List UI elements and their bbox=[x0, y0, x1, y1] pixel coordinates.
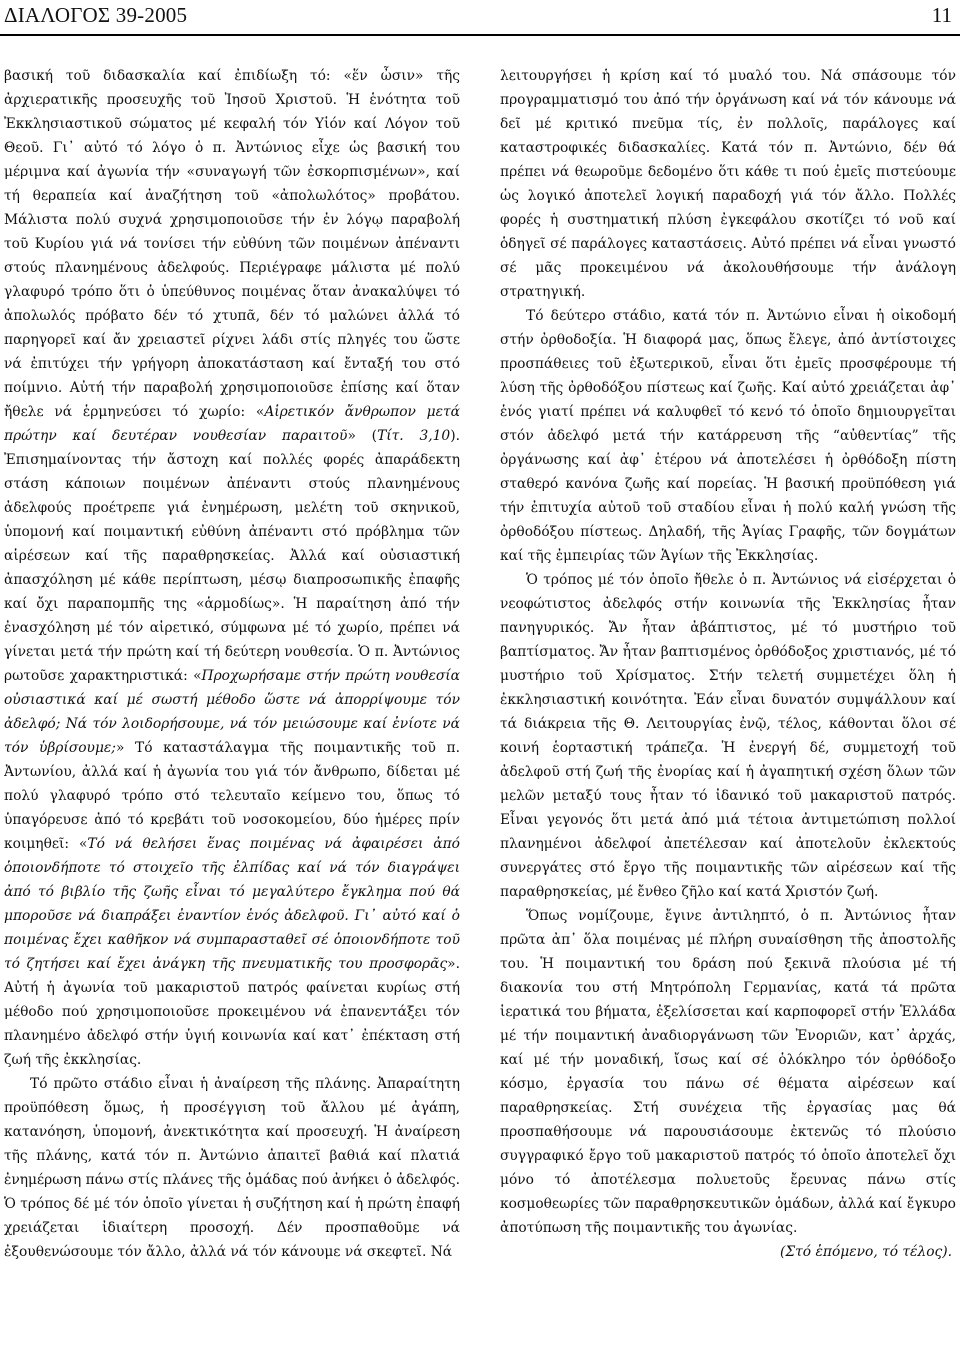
header-rule bbox=[0, 34, 960, 36]
continued-note: (Στό ἑπόμενο, τό τέλος). bbox=[780, 1244, 952, 1260]
right-paragraph-1: Τό δεύτερο στάδιο, κατά τόν π. Ἀντώνιο εἶναι ἡ οἰκοδομή στήν ὀρθοδοξία. Ἡ διαφορά μας, ὅπως ἔλεγε, ἀπό ἀντίστοιχες προσπάθειες τοῦ ἐξωτερικοῦ, εἶναι ὅτι ἐμεῖς προσφέρουμε τή λύση τῆς ὀρθοδόξου πίστεως καί ζωῆς. Καί αὐτό χρειάζεται ἀφ᾽ ἑνός γιατί πρέπει νά καλυφθεῖ τό κενό τό ὁποῖο δημιουργεῖται στόν ἀδελφό μετά τήν κατάρρευση τῆς “αὐθεντίας” τῆς ὀργάνωσης καί ἀφ᾽ ἑτέρου νά ἀποτελέσει ἡ ὀρθόδοξη πίστη σταθερό κανόνα ζωῆς καί πορείας. Ἡ βασική προϋπόθεση γιά τήν ἐπιτυχία αὐτοῦ τοῦ σταδίου εἶναι ἡ πολύ καλή γνώση τῆς ὀρθοδόξου πίστεως. Δηλαδή, τῆς Ἁγίας Γραφῆς, τῶν δογμάτων καί τῆς ἐμπειρίας τῶν Ἁγίων τῆς Ἐκκλησίας. bbox=[500, 308, 956, 564]
left-column bbox=[4, 64, 460, 1364]
right-paragraph-2: Ὁ τρόπος μέ τόν ὁποῖο ἤθελε ὁ π. Ἀντώνιος νά εἰσέρχεται ὁ νεοφώτιστος ἀδελφός στήν κοινωνία τῆς Ἐκκλησίας ἦταν πανηγυρικός. Ἄν ἦταν ἀβάπτιστος, μέ τό μυστήριο τοῦ βαπτίσματος. Ἄν ἦταν βαπτισμένος ὀρθόδοξος χριστιανός, μέ τό μυστήριο τοῦ Χρίσματος. Στήν τελετή συμμετέχει ὅλη ἡ ἐκκλησιαστική κοινότητα. Ἐάν εἶναι δυνατόν συμψάλλουν καί τά διάκρεια τῆς Θ. Λειτουργίας ἐνῷ, τέλος, κάθονται ὅλοι σέ κοινή ἑορταστική τράπεζα. Ἡ ἐνεργή δέ, συμμετοχή τοῦ ἀδελφοῦ στή ζωή τῆς ἐνορίας καί ἡ ἀγαπητική σχέση ὅλων τῶν μελῶν μεταξύ τους ἦταν τό ἰδανικό τοῦ μακαριστοῦ πατρός. Εἶναι γεγονός ὅτι μετά ἀπό μιά τέτοια ἀντιμετώπιση πολλοί πλανημένοι ἀδελφοί ἀπετέλεσαν καί ἀποτελοῦν ἐκλεκτούς συνεργάτες στό ἔργο τῆς ποιμαντικῆς τῶν αἱρέσεων καί τῆς παραθρησκείας, μέ ἔνθεο ζῆλο καί κατά Χριστόν ζωή. bbox=[500, 572, 956, 900]
quoted-question: Προχωρήσαμε στήν πρώτη νουθεσία οὐσιαστικά καί μέ σωστή μέθοδο ὥστε νά ἀπορρίψουμε τόν ἀδελφό; Νά τόν λοιδορήσουμε, νά τόν μειώσουμε καί ἐνίοτε νά τόν ὑβρίσουμε; bbox=[4, 668, 460, 756]
right-column bbox=[500, 64, 956, 1364]
right-paragraph-0: λειτουργήσει ἡ κρίση καί τό μυαλό του. Νά σπάσουμε τόν προγραμματισμό του ἀπό τήν ὀργάνωση καί νά τόν κάνουμε νά δεῖ μέ κριτικό πνεῦμα τίς, ἐν πολλοῖς, παράλογες καί καταστροφικές διδασκαλίες. Κατά τόν π. Ἀντώνιο, δέν θά πρέπει νά θεωροῦμε δεδομένο ὅτι κάθε τι πού ἐμεῖς πιστεύουμε ὡς λογικό ἀποτελεῖ λογική παραδοχή γιά τόν ἄλλο. Πολλές φορές ἡ συστηματική πλύση ἐγκεφάλου σκοτίζει τό νοῦ καί ὁδηγεῖ σέ παράλογες καταστάσεις. Αὐτό πρέπει νά εἶναι γνωστό σέ μᾶς προκειμένου νά ἀκολουθήσουμε τήν ἀνάλογη στρατηγική. bbox=[500, 68, 956, 300]
last-text-quote: Τό νά θελήσει ἕνας ποιμένας νά ἀφαιρέσει ἀπό ὁποιονδήποτε τό στοιχεῖο τῆς ἐλπίδας καί νά τόν διαγράψει ἀπό τό βιβλίο τῆς ζωῆς εἶναι τό μεγαλύτερο ἔγκλημα πού θά μποροῦσε νά διαπράξει ἐναντίον ἑνός ἀδελφοῦ. Γι᾽ αὐτό καί ὁ ποιμένας ἔχει καθῆκον νά συμπαρασταθεῖ σέ ὁποιονδήποτε τοῦ τό ζητήσει καί ἔχει ἀνάγκη τῆς πνευματικῆς του προσφορᾶς bbox=[4, 836, 460, 972]
left-paragraph-1 bbox=[4, 64, 460, 1072]
right-paragraph-3: Ὅπως νομίζουμε, ἔγινε ἀντιληπτό, ὁ π. Ἀντώνιος ἦταν πρῶτα ἀπ᾽ ὅλα ποιμένας μέ πλήρη συναίσθηση τῆς ἀποστολῆς του. Ἡ ποιμαντική του δράση πού ξεκινᾶ πλούσια μέ τή διακονία του στή Μητρόπολη Γερμανίας, κατά τά πρῶτα ἱερατικά του βήματα, ἐξελίσσεται καί καρποφορεῖ στήν Ἑλλάδα μέ τήν ποιμαντική ἀναδιοργάνωση τῶν Ἐνοριῶν, κατ᾽ ἀρχάς, καί μέ τήν μοναδική, ἴσως καί σέ ὁλόκληρο τόν ὀρθόδοξο κόσμο, ἐργασία του πάνω σέ θέματα αἱρέσεων καί παραθρησκείας. Στή συνέχεια τῆς ἐργασίας μας θά προσπαθήσουμε νά παρουσιάσουμε ἐκτενῶς τό πλούσιο συγγραφικό ἔργο τοῦ μακαριστοῦ πατρός τό ὁποῖο ἀποτελεῖ ὄχι μόνο τό ἀποτέλεσμα πολυετοῦς ἔρευνας πάνω στίς κοσμοθεωρίες τῶν παραθρησκευτικῶν ὁμάδων, ἀλλά καί ἔγκυρο ἀποτύπωση τῆς ποιμαντικῆς του ἀγωνίας. bbox=[500, 908, 956, 1236]
left-paragraph-2: Τό πρῶτο στάδιο εἶναι ἡ ἀναίρεση τῆς πλάνης. Ἀπαραίτητη προϋπόθεση ὅμως, ἡ προσέγγιση τοῦ ἄλλου μέ ἀγάπη, κατανόηση, ὑπομονή, ἀνεκτικότητα καί προσευχή. Ἡ ἀναίρεση τῆς πλάνης, κατά τόν π. Ἀντώνιο ἀπαιτεῖ βαθιά καί πλατιά ἐνημέρωση πάνω στίς πλάνες τῆς ὁμάδας πού ἀνήκει ὁ ἀδελφός. Ὁ τρόπος δέ μέ τόν ὁποῖο γίνεται ἡ συζήτηση καί ἡ πρώτη ἐπαφή χρειάζεται ἰδιαίτερη προσοχή. Δέν προσπαθοῦμε νά ἐξουθενώσουμε τόν ἄλλο, ἀλλά νά τόν κάνουμε νά σκεφτεῖ. Νά bbox=[4, 1076, 460, 1260]
page-number: 11 bbox=[931, 3, 952, 27]
text-run: ). Ἐπισημαίνοντας τήν ἄστοχη καί πολλές φορές ἀπαράδεκτη στάση κάποιων ποιμένων ἀπέναντι στούς πλανημένους ἀδελφούς προέτρεπε γιά ἐνημέρωση, μελέτη τοῦ σκηνικοῦ, ὑπομονή καί ποιμαντική εὐθύνη ἀπέναντι στό πρόβλημα τῶν αἱρέσεων καί τῆς παραθρησκείας. Ἀλλά καί οὐσιαστική ἀπασχόληση μέ κάθε περίπτωση, μέσῳ διαπροσωπικῆς ἐπαφῆς καί ὄχι παραπομπῆς της «ἁρμοδίως». Ἡ παραίτηση ἀπό τήν ἐνασχόληση μέ τόν αἱρετικό, σύμφωνα μέ τό χωρίο, πρέπει νά γίνεται μετά τήν πρώτη καί τή δεύτερη νουθεσία. Ὁ π. Ἀντώνιος ρωτοῦσε χαρακτηριστικά: « bbox=[4, 428, 460, 684]
text-run: » ( bbox=[347, 428, 378, 444]
text-run: βασική τοῦ διδασκαλία καί ἐπιδίωξη τό: «ἕν ὦσιν» τῆς ἀρχιερατικῆς προσευχῆς τοῦ Ἰησοῦ Χριστοῦ. Ἡ ἑνότητα τοῦ Ἐκκλησιαστικοῦ σώματος μέ κεφαλή τόν Υἱόν καί Λόγον τοῦ Θεοῦ. Γι᾽ αὐτό τό λόγο ὁ π. Ἀντώνιος εἶχε ὡς βασική του μέριμνα καί ἀγωνία τήν «συναγωγή τῶν ἐσκορπισμένων», καί τή θεραπεία καί ἀναζήτηση τοῦ «ἀπολωλότος» προβάτου. Μάλιστα πολύ συχνά χρησιμοποιοῦσε τήν ἐν λόγῳ παραβολή τοῦ Κυρίου γιά νά τονίσει τήν εὐθύνη τῶν ποιμένων ἀπέναντι στούς πλανημένους ἀδελφούς. Περιέγραφε μάλιστα μέ πολύ γλαφυρό τρόπο ὅτι ὁ ὑπεύθυνος ποιμένας ὅταν ἀνακαλύψει τό ἀπολωλός πρόβατο δέν τό χτυπᾶ, δέν τό μαλώνει ἀλλά τό παρηγορεῖ καί ἄν χρειαστεῖ ρίχνει λάδι στίς πληγές του ὥστε νά ἐπιτύχει τήν γρήγορη ἀποκατάσταση καί ἔνταξή του στό ποίμνιο. Αὐτή τήν παραβολή χρησιμοποιοῦσε ἐπίσης καί ὅταν ἤθελε νά ἑρμηνεύσει τό χωρίο: « bbox=[4, 68, 460, 420]
journal-title: ΔΙΑΛΟΓΟΣ 39-2005 bbox=[4, 3, 188, 27]
text-run: » Τό καταστάλαγμα τῆς ποιμαντικῆς τοῦ π. Ἀντωνίου, ἀλλά καί ἡ ἀγωνία του γιά τόν ἄνθρωπο, δίδεται μέ πολύ γλαφυρό τρόπο στό τελευταῖο κείμενο του, ὅπως τό ὑπαγόρευσε ἀπό τό κρεβάτι τοῦ νοσοκομείου, δύο ἡμέρες πρίν κοιμηθεῖ: « bbox=[4, 740, 460, 852]
text-run: ». Αὐτή ἡ ἀγωνία τοῦ μακαριστοῦ πατρός φαίνεται κυρίως στή μέθοδο πού χρησιμοποιοῦσε προκειμένου νά ἐπανεντάξει τόν πλανημένο ἀδελφό στήν ὑγιή κοινωνία καί κατ᾽ ἐπέκταση στή ζωή τῆς ἐκκλησίας. bbox=[4, 956, 460, 1068]
scripture-quote: Αἱρετικόν ἄνθρωπον μετά πρώτην καί δευτέραν νουθεσίαν παραιτοῦ bbox=[4, 404, 460, 444]
running-header bbox=[0, 0, 960, 30]
scripture-reference: Τίτ. 3,10 bbox=[377, 428, 451, 444]
